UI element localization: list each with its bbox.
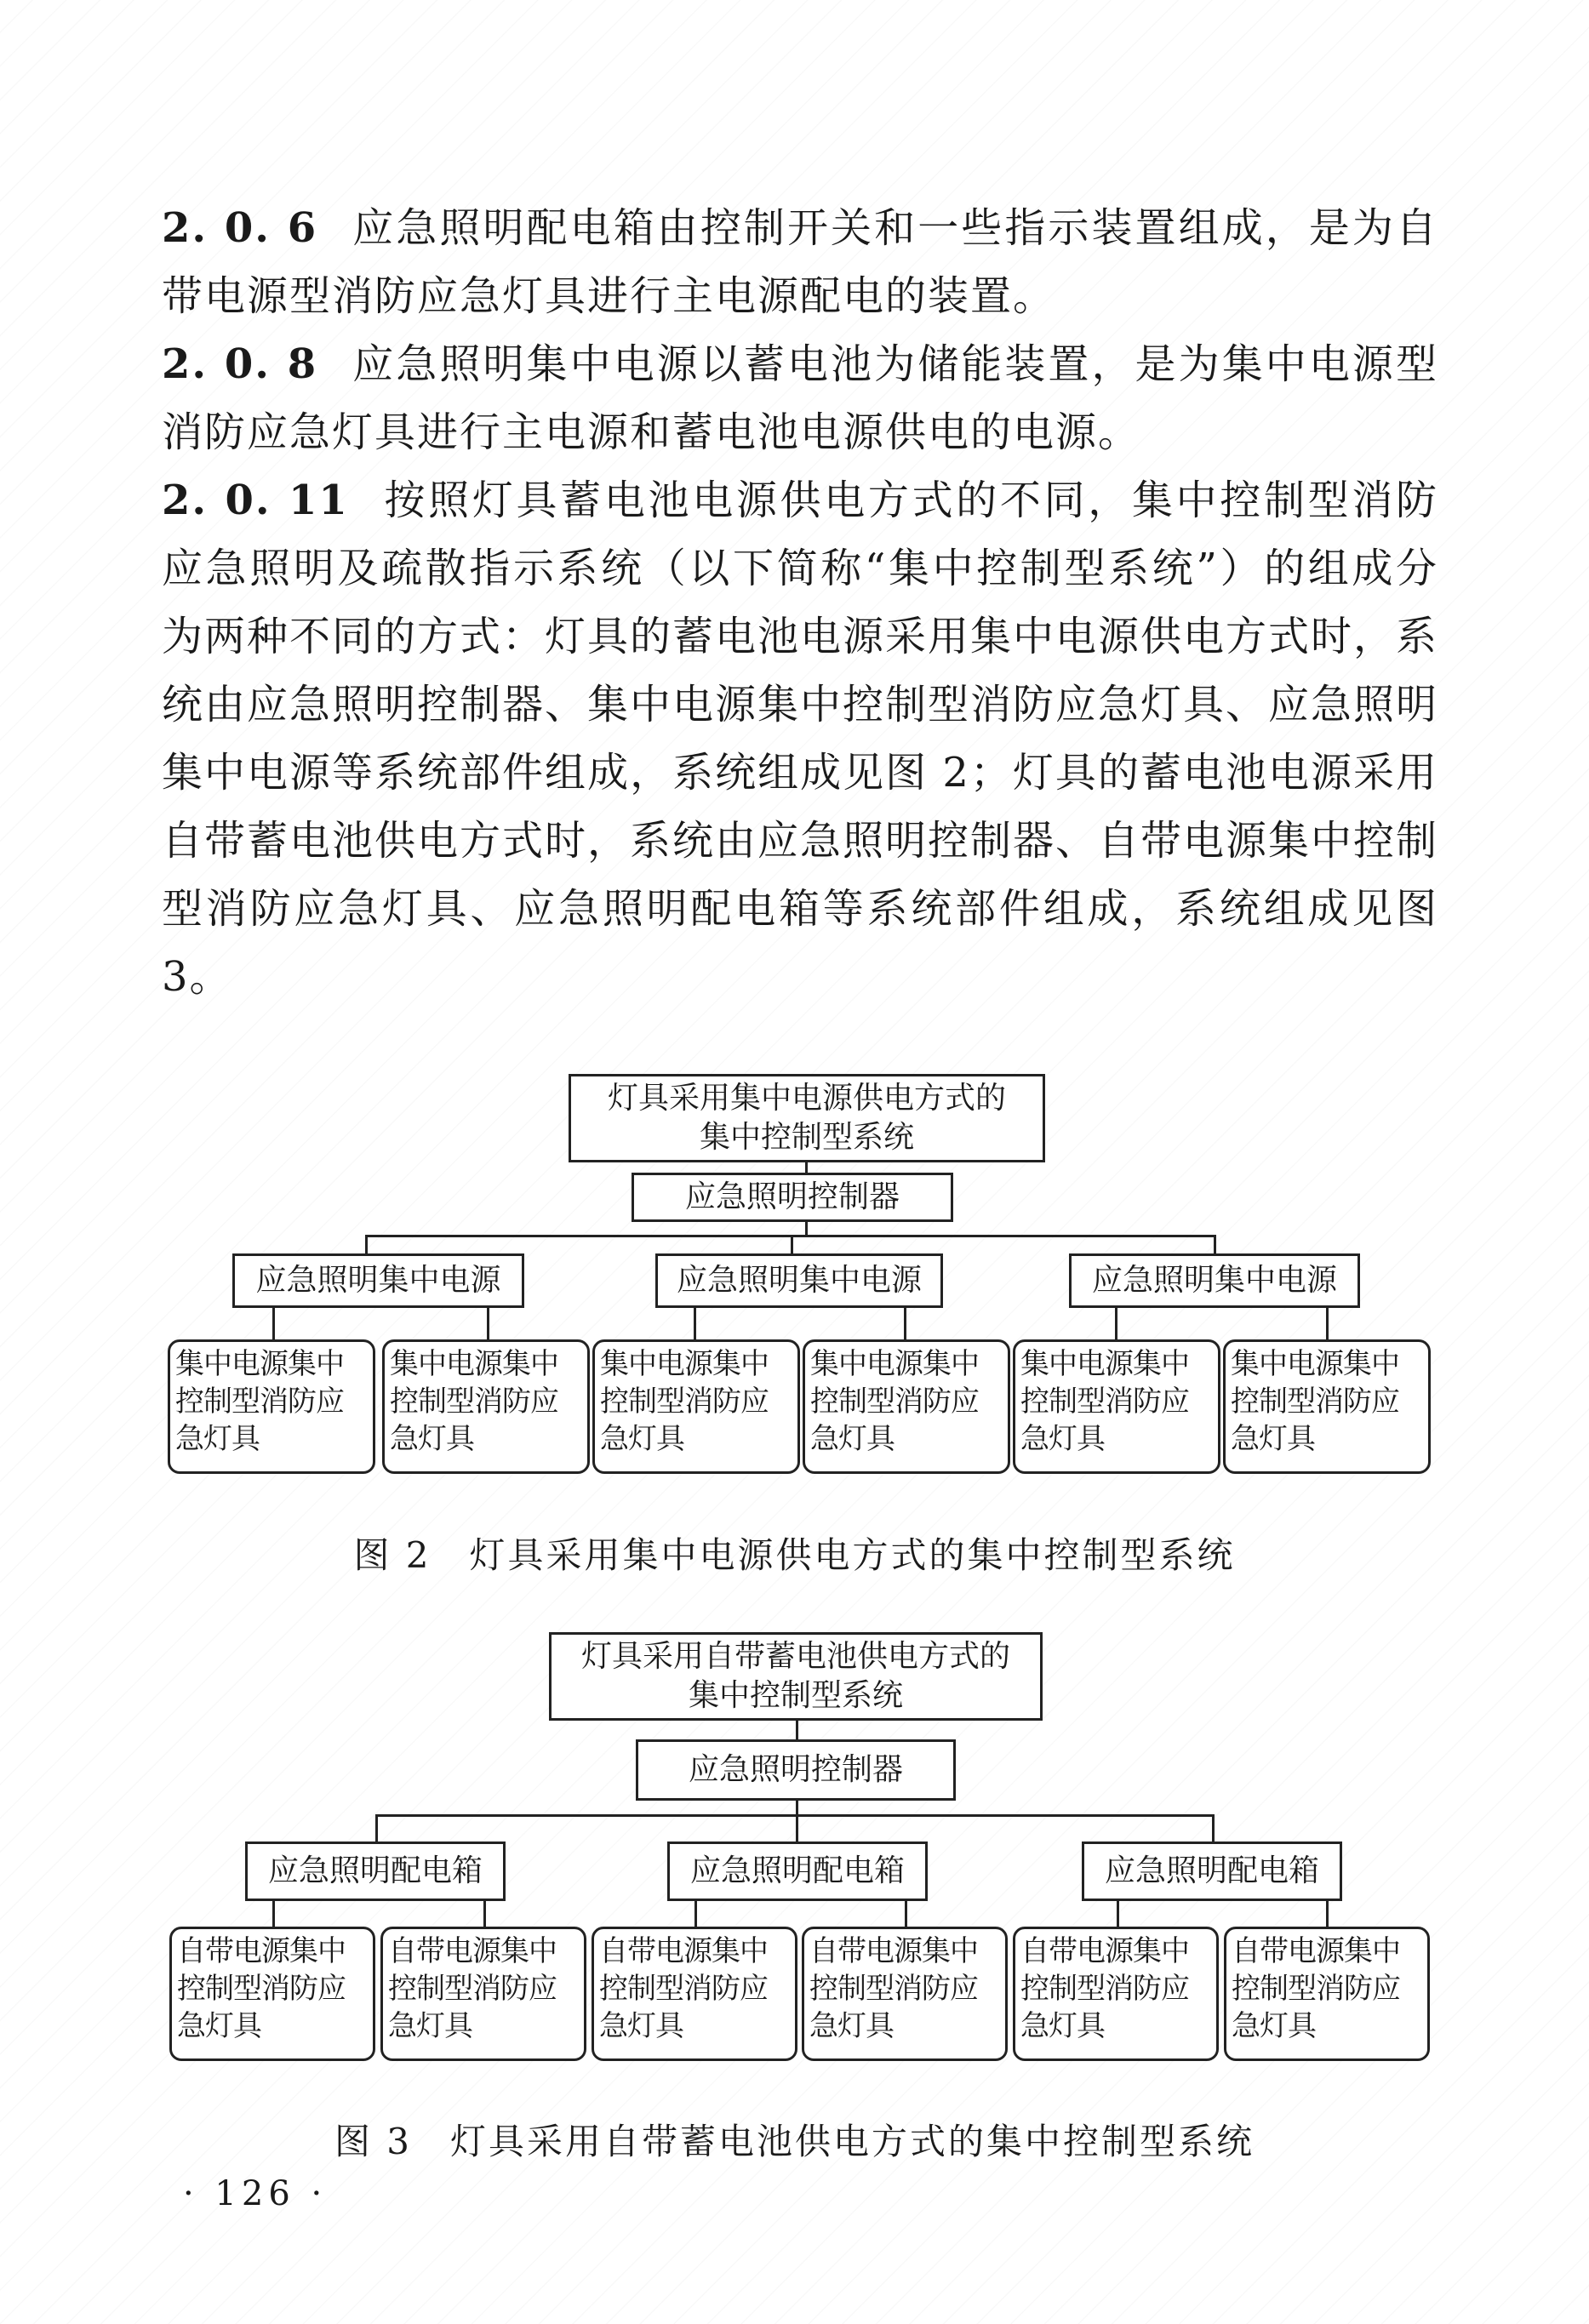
clause-number: 2. 0. 6 — [162, 204, 318, 252]
leaf-line: 控制型消防应 — [175, 1385, 344, 1419]
leaf-line: 集中电源集中 — [390, 1347, 558, 1381]
leaf-line: 集中电源集中 — [1231, 1347, 1399, 1381]
leaf-line: 自带电源集中 — [1232, 1934, 1400, 1968]
leaf-line: 控制型消防应 — [1232, 1972, 1400, 2006]
leaf-line: 集中电源集中 — [1020, 1347, 1189, 1381]
fig3-distribution-box-3 — [1082, 1841, 1342, 1901]
leaf-line: 急灯具 — [1232, 2009, 1316, 2043]
leaf-line: 控制型消防应 — [1020, 1385, 1189, 1419]
fig2-system-line1: 灯具采用集中电源供电方式的 — [607, 1081, 1006, 1116]
fig3-system-box — [549, 1632, 1043, 1721]
clause-text: 应急照明集中电源以蓄电池为储能装置，是为集中电源型消防应急灯具进行主电源和蓄电池电源供电的电源。 — [162, 340, 1438, 456]
leaf-line: 急灯具 — [1231, 1422, 1315, 1456]
leaf-line: 自带电源集中 — [388, 1934, 557, 1968]
leaf-line: 控制型消防应 — [177, 1972, 346, 2006]
fig3-system-line1: 灯具采用自带蓄电池供电方式的 — [580, 1639, 1010, 1674]
leaf-line: 急灯具 — [175, 1422, 260, 1456]
leaf-line: 自带电源集中 — [177, 1934, 346, 1968]
leaf-line: 控制型消防应 — [810, 1385, 979, 1419]
leaf-line: 控制型消防应 — [390, 1385, 558, 1419]
leaf-line: 控制型消防应 — [1020, 1972, 1189, 2006]
fig3-luminaire-box — [802, 1927, 1008, 2061]
clause-number: 2. 0. 11 — [162, 477, 349, 524]
figure-2-caption: 图 2 灯具采用集中电源供电方式的集中控制型系统 — [353, 1534, 1236, 1576]
leaf-line: 急灯具 — [1020, 2009, 1105, 2043]
fig3-distribution-label: 应急照明配电箱 — [1104, 1853, 1319, 1888]
leaf-line: 急灯具 — [390, 1422, 474, 1456]
leaf-line: 控制型消防应 — [599, 1972, 768, 2006]
leaf-line: 集中电源集中 — [175, 1347, 344, 1381]
leaf-line: 控制型消防应 — [388, 1972, 557, 2006]
fig2-controller-label: 应急照明控制器 — [684, 1179, 900, 1214]
leaf-line: 急灯具 — [388, 2009, 472, 2043]
leaf-line: 集中电源集中 — [810, 1347, 979, 1381]
leaf-line: 自带电源集中 — [1020, 1934, 1189, 1968]
fig3-luminaire-box — [592, 1927, 797, 2061]
fig2-power-label: 应急照明集中电源 — [1091, 1263, 1337, 1298]
leaf-line: 急灯具 — [600, 1422, 684, 1456]
fig2-power-label: 应急照明集中电源 — [676, 1263, 922, 1298]
leaf-line: 急灯具 — [177, 2009, 261, 2043]
fig3-distribution-box-2 — [667, 1841, 928, 1901]
fig2-system-line2: 集中控制型系统 — [699, 1120, 914, 1155]
clause-text: 按照灯具蓄电池电源供电方式的不同，集中控制型消防应急照明及疏散指示系统（以下简称“集中控制型系统”）的组成分为两种不同的方式：灯具的蓄电池电源采用集中电源供电方式时，系统由应急照明控制器、集中电源集中控制型消防应急灯具、应急照明集中电源等系统部件组成，系统组成见图 2；灯具的蓄电池电源采用自带蓄电池供电方式时，系统由应急照明控制器、自带电源集中控制型消防应急灯具、应急照明配电箱等系统部件组成，系统组成见图 3。 — [162, 477, 1439, 1001]
leaf-line: 自带电源集中 — [599, 1934, 768, 1968]
fig3-controller-box — [636, 1739, 956, 1801]
page-number: · 126 · — [183, 2174, 328, 2213]
fig3-luminaire-box — [1224, 1927, 1430, 2061]
leaf-line: 控制型消防应 — [809, 1972, 978, 2006]
leaf-line: 急灯具 — [809, 2009, 894, 2043]
clause-text: 应急照明配电箱由控制开关和一些指示装置组成，是为自带电源型消防应急灯具进行主电源配电的装置。 — [162, 204, 1438, 320]
leaf-line: 自带电源集中 — [809, 1934, 978, 1968]
fig3-system-line2: 集中控制型系统 — [688, 1678, 903, 1713]
leaf-line: 急灯具 — [810, 1422, 895, 1456]
fig3-controller-label: 应急照明控制器 — [688, 1752, 903, 1787]
leaf-line: 急灯具 — [599, 2009, 683, 2043]
fig3-luminaire-box — [380, 1927, 586, 2061]
leaf-line: 急灯具 — [1020, 1422, 1105, 1456]
leaf-line: 控制型消防应 — [600, 1385, 769, 1419]
fig3-distribution-label: 应急照明配电箱 — [267, 1853, 483, 1888]
figure-3-caption: 图 3 灯具采用自带蓄电池供电方式的集中控制型系统 — [334, 2121, 1255, 2162]
fig3-luminaire-box — [1013, 1927, 1219, 2061]
leaf-line: 集中电源集中 — [600, 1347, 769, 1381]
fig3-distribution-box-1 — [245, 1841, 506, 1901]
fig2-power-label: 应急照明集中电源 — [255, 1263, 501, 1298]
leaf-line: 控制型消防应 — [1231, 1385, 1399, 1419]
clause-number: 2. 0. 8 — [162, 340, 318, 388]
fig3-luminaire-box — [169, 1927, 375, 2061]
fig3-distribution-label: 应急照明配电箱 — [689, 1853, 905, 1888]
